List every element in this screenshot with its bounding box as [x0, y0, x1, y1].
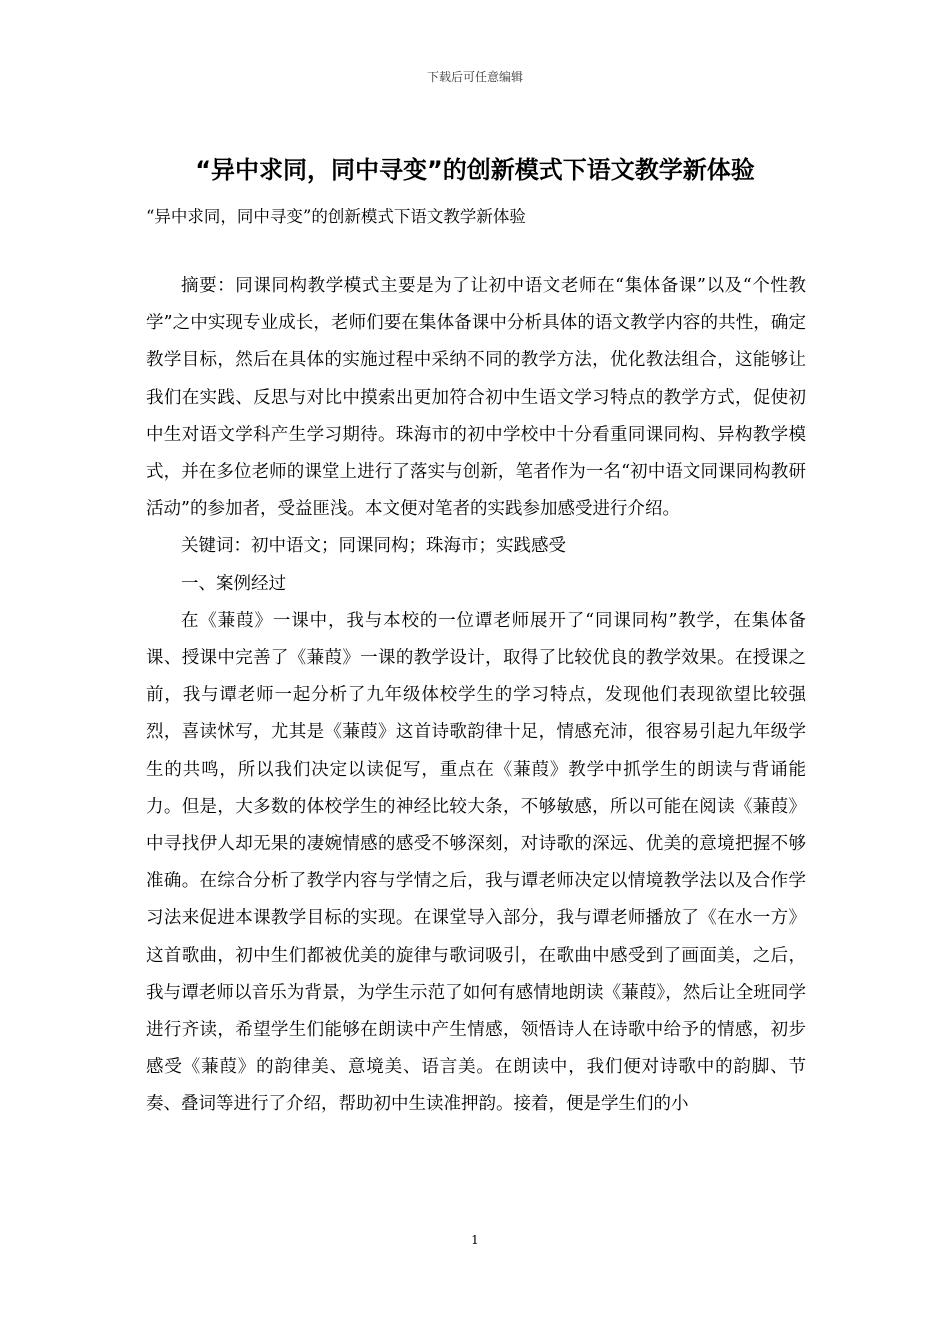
document-title: “异中求同，同中寻变”的创新模式下语文教学新体验: [195, 156, 755, 184]
page-header: 下载后可任意编辑: [426, 70, 523, 84]
section-heading: 一、案例经过: [181, 573, 286, 594]
keywords-paragraph: 关键词：初中语文；同课同构；珠海市；实践感受: [181, 536, 566, 557]
document-body: [146, 268, 806, 1124]
document-subtitle: “异中求同，同中寻变”的创新模式下语文教学新体验: [146, 207, 526, 226]
case-paragraph: 在《蒹葭》一课中，我与本校的一位谭老师展开了“同课同构”教学，在集体备课、授课中完善了《蒹葭》一课的教学设计，取得了比较优良的教学效果。在授课之前，我与谭老师一起分析了九年级体校学生的学习特点，发现他们表现欲望比较强烈，喜读怵写，尤其是《蒹葭》这首诗歌韵律十足，情感充沛，很容易引起九年级学生的共鸣，所以我们决定以读促写，重点在《蒹葭》教学中抓学生的朗读与背诵能力。但是，大多数的体校学生的神经比较大条，不够敏感，所以可能在阅读《蒹葭》中寻找伊人却无果的凄婉情感的感受不够深刻，对诗歌的深远、优美的意境把握不够准确。在综合分析了教学内容与学情之后，我与谭老师决定以情境教学法以及合作学习法来促进本课教学目标的实现。在课堂导入部分，我与谭老师播放了《在水一方》这首歌曲，初中生们都被优美的旋律与歌词吸引，在歌曲中感受到了画面美，之后，我与谭老师以音乐为背景，为学生示范了如何有感情地朗读《蒹葭》，然后让全班同学进行齐读，希望学生们能够在朗读中产生情感，领悟诗人在诗歌中给予的情感，初步感受《蒹葭》的韵律美、意境美、语言美。在朗读中，我们便对诗歌中的韵脚、节奏、叠词等进行了介绍，帮助初中生读准押韵。接着，便是学生们的小: [146, 610, 806, 1115]
page-number: 1: [471, 1233, 479, 1247]
abstract-paragraph: 摘要：同课同构教学模式主要是为了让初中语文老师在“集体备课”以及“个性教学”之中实现专业成长，老师们要在集体备课中分析具体的语文教学内容的共性，确定教学目标，然后在具体的实施过程中采纳不同的教学方法，优化教法组合，这能够让我们在实践、反思与对比中摸索出更加符合初中生语文学习特点的教学方式，促使初中生对语文学科产生学习期待。珠海市的初中学校中十分看重同课同构、异构教学模式，并在多位老师的课堂上进行了落实与创新，笔者作为一名“初中语文同课同构教研活动”的参加者，受益匪浅。本文便对笔者的实践参加感受进行介绍。: [146, 276, 806, 520]
